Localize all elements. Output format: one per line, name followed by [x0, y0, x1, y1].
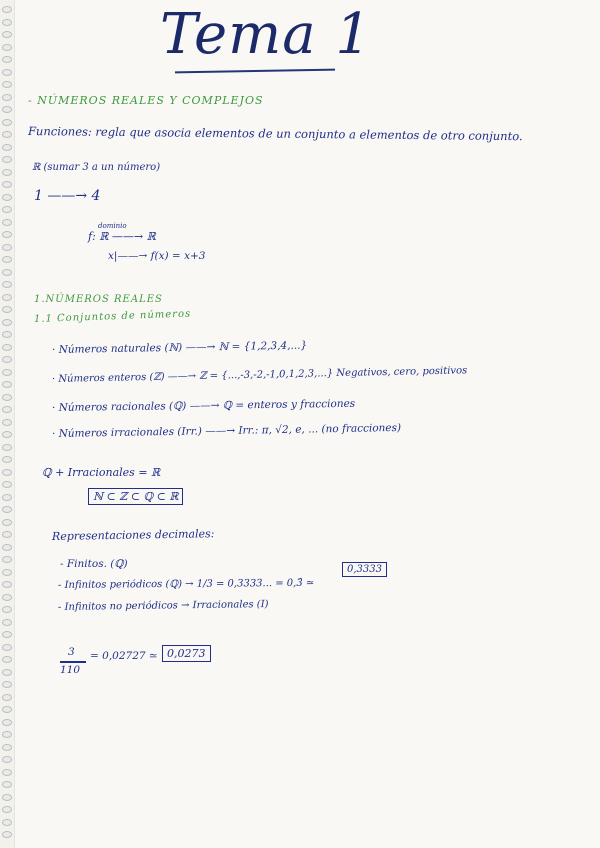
spiral-hole	[2, 306, 12, 313]
spiral-hole	[2, 494, 12, 501]
section-1-1: 1.1 Conjuntos de números	[33, 308, 192, 325]
spiral-hole	[2, 706, 12, 713]
spiral-hole	[2, 656, 12, 663]
spiral-hole	[2, 456, 12, 463]
spiral-hole	[2, 31, 12, 38]
spiral-hole	[2, 381, 12, 388]
spiral-hole	[2, 644, 12, 651]
irracionales-line: · Números irracionales (Irr.) ——→ Irr.: π, √2, e, ... (no fracciones)	[51, 421, 402, 440]
representaciones-heading: Representaciones decimales:	[51, 527, 215, 543]
function-map: f: ℝ ——→ ℝ	[88, 230, 156, 243]
spiral-hole	[2, 44, 12, 51]
spiral-hole	[2, 681, 12, 688]
spiral-hole	[2, 94, 12, 101]
finitos-line: - Finitos. (ℚ)	[60, 558, 128, 570]
spiral-hole	[2, 781, 12, 788]
spiral-hole	[2, 106, 12, 113]
spiral-hole	[2, 344, 12, 351]
spiral-hole	[2, 281, 12, 288]
spiral-hole	[2, 444, 12, 451]
spiral-hole	[2, 244, 12, 251]
infinitos-periodicos-line: - Infinitos periódicos (ℚ) → 1/3 = 0,3333... = 0,3̂ ≃	[57, 577, 315, 591]
spiral-hole	[2, 256, 12, 263]
spiral-hole	[2, 544, 12, 551]
enteros-line: · Números enteros (ℤ) ——→ ℤ = {...,-3,-2,-1,0,1,2,3,...} Negativos, cero, positivos	[51, 365, 468, 385]
dominio-label: dominio	[98, 222, 127, 230]
spiral-hole	[2, 819, 12, 826]
q-plus-irr: ℚ + Irracionales = ℝ	[42, 466, 161, 479]
spiral-hole	[2, 294, 12, 301]
spiral-hole	[2, 831, 12, 838]
spiral-hole	[2, 481, 12, 488]
spiral-hole	[2, 219, 12, 226]
spiral-hole	[2, 756, 12, 763]
fraction-box: 0,0273	[162, 645, 211, 662]
spiral-hole	[2, 419, 12, 426]
spiral-hole	[2, 606, 12, 613]
spiral-hole	[2, 319, 12, 326]
spiral-hole	[2, 731, 12, 738]
funciones-definition: Funciones: regla que asocia elementos de un conjunto a elementos de otro conjunto.	[27, 124, 523, 144]
spiral-hole	[2, 181, 12, 188]
spiral-hole	[2, 19, 12, 26]
spiral-hole	[2, 206, 12, 213]
section-header: - NÚMEROS REALES Y COMPLEJOS	[28, 94, 264, 107]
fraction-bar	[60, 661, 86, 663]
spiral-hole	[2, 506, 12, 513]
fraction-equals: = 0,02727 ≃	[90, 650, 158, 662]
spiral-hole	[2, 669, 12, 676]
spiral-hole	[2, 794, 12, 801]
page-title: Tema 1	[160, 2, 373, 67]
spiral-hole	[2, 406, 12, 413]
spiral-hole	[2, 194, 12, 201]
spiral-hole	[2, 806, 12, 813]
naturales-line: · Números naturales (ℕ) ——→ ℕ = {1,2,3,4,...}	[51, 339, 308, 356]
spiral-hole	[2, 431, 12, 438]
racionales-line: · Números racionales (ℚ) ——→ ℚ = enteros y fracciones	[51, 397, 356, 414]
periodic-box: 0,3333	[342, 562, 387, 577]
spiral-hole	[2, 119, 12, 126]
spiral-hole	[2, 144, 12, 151]
fraction-denominator: 110	[60, 664, 81, 676]
spiral-hole	[2, 131, 12, 138]
spiral-hole	[2, 69, 12, 76]
section-1: 1.NÚMEROS REALES	[34, 294, 163, 305]
spiral-hole	[2, 156, 12, 163]
spiral-hole	[2, 594, 12, 601]
function-rule: x|——→ f(x) = x+3	[108, 250, 206, 262]
spiral-hole	[2, 356, 12, 363]
spiral-hole	[2, 56, 12, 63]
fraction-numerator: 3	[68, 646, 75, 658]
spiral-hole	[2, 631, 12, 638]
title-underline	[175, 69, 335, 74]
spiral-hole	[2, 81, 12, 88]
spiral-hole	[2, 531, 12, 538]
spiral-hole	[2, 394, 12, 401]
spiral-hole	[2, 619, 12, 626]
spiral-hole	[2, 744, 12, 751]
infinitos-no-periodicos-line: - Infinitos no periódicos → Irracionales (I)	[57, 599, 269, 613]
spiral-hole	[2, 719, 12, 726]
spiral-hole	[2, 569, 12, 576]
spiral-hole	[2, 331, 12, 338]
subset-box: ℕ ⊂ ℤ ⊂ ℚ ⊂ ℝ	[88, 488, 183, 505]
spiral-hole	[2, 269, 12, 276]
spiral-hole	[2, 769, 12, 776]
spiral-hole	[2, 556, 12, 563]
spiral-holes	[0, 0, 15, 848]
spiral-hole	[2, 6, 12, 13]
map-1-4: 1 ——→ 4	[34, 188, 101, 204]
spiral-hole	[2, 169, 12, 176]
spiral-hole	[2, 694, 12, 701]
spiral-hole	[2, 469, 12, 476]
example-r: ℝ (sumar 3 a un número)	[32, 162, 161, 173]
spiral-hole	[2, 581, 12, 588]
spiral-hole	[2, 369, 12, 376]
spiral-hole	[2, 231, 12, 238]
spiral-hole	[2, 519, 12, 526]
